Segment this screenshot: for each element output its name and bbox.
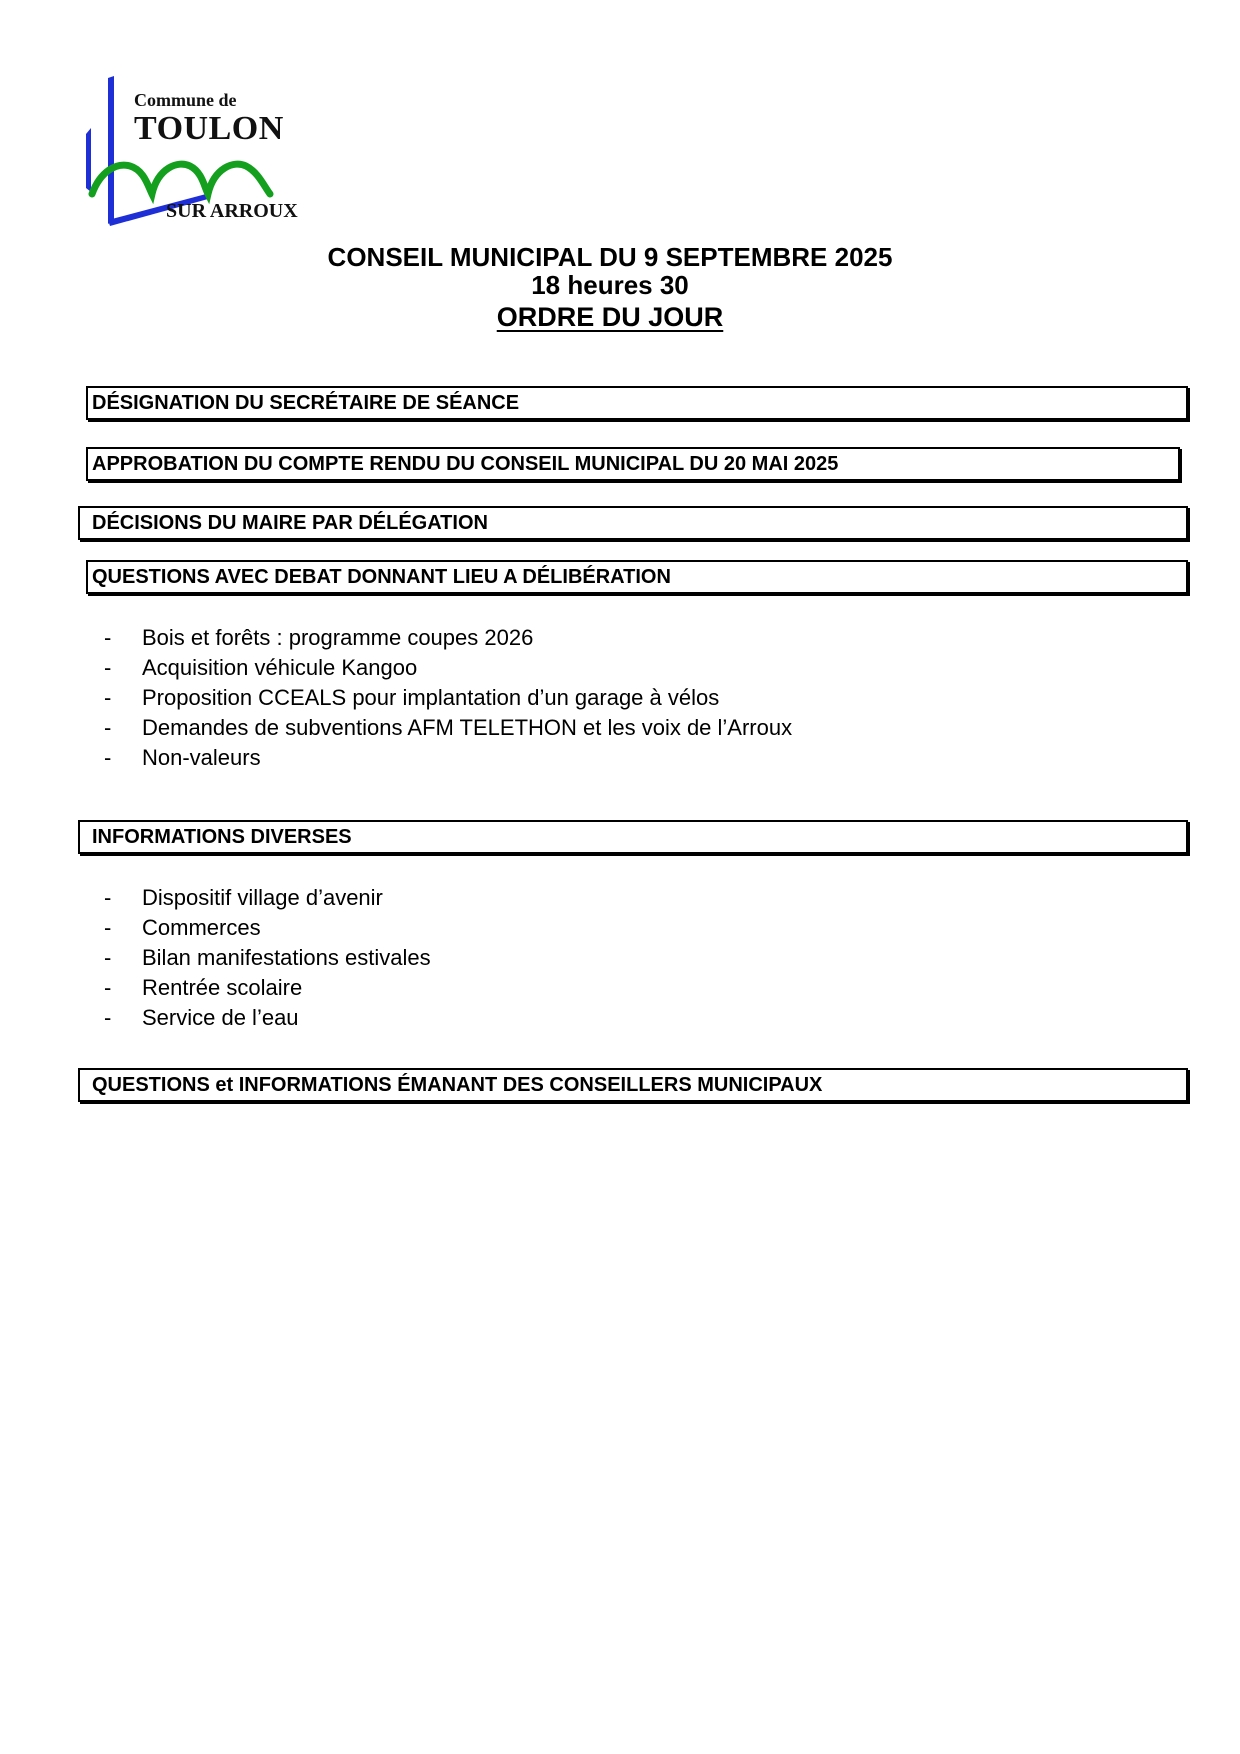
bullet-dash: -	[104, 1005, 112, 1030]
list-item-text: Non-valeurs	[142, 745, 261, 770]
list-item-text: Rentrée scolaire	[142, 975, 303, 1000]
list-item-text: Service de l’eau	[142, 1005, 299, 1030]
list-item-text: Dispositif village d’avenir	[142, 885, 383, 910]
list-item-text: Commerces	[142, 915, 261, 940]
bullet-dash: -	[104, 715, 112, 740]
list-item-text: Proposition CCEALS pour implantation d’un garage à vélos	[142, 685, 720, 710]
bullet-dash: -	[104, 885, 112, 910]
section-designation: DÉSIGNATION DU SECRÉTAIRE DE SÉANCE	[86, 386, 1188, 420]
bullet-dash: -	[104, 945, 112, 970]
bullet-dash: -	[104, 655, 112, 680]
bullet-dash: -	[104, 685, 112, 710]
list-item-text: Acquisition véhicule Kangoo	[142, 655, 418, 680]
agenda-heading	[0, 302, 1230, 333]
logo-sur-arroux: SUR ARROUX	[166, 200, 298, 222]
meeting-title: CONSEIL MUNICIPAL DU 9 SEPTEMBRE 2025	[327, 242, 893, 272]
agenda-heading-text: ORDRE DU JOUR	[496, 302, 724, 332]
meeting-time: 18 heures 30	[531, 270, 689, 300]
section-questions-debat: QUESTIONS AVEC DEBAT DONNANT LIEU A DÉLIBÉRATION	[86, 560, 1188, 594]
section-decisions: DÉCISIONS DU MAIRE PAR DÉLÉGATION	[78, 506, 1188, 540]
logo-toulon: TOULON	[134, 110, 284, 147]
bullet-dash: -	[104, 975, 112, 1000]
list-item-text: Bilan manifestations estivales	[142, 945, 431, 970]
list-item-text: Bois et forêts : programme coupes 2026	[142, 625, 534, 650]
bullet-dash: -	[104, 745, 112, 770]
bullet-dash: -	[104, 625, 112, 650]
logo-commune-de: Commune de	[134, 90, 237, 110]
section-questions-conseillers: QUESTIONS et INFORMATIONS ÉMANANT DES CONSEILLERS MUNICIPAUX	[78, 1068, 1188, 1102]
commune-logo	[86, 76, 316, 226]
section-approbation: APPROBATION DU COMPTE RENDU DU CONSEIL MUNICIPAL DU 20 MAI 2025	[86, 447, 1180, 481]
list-item-text: Demandes de subventions AFM TELETHON et les voix de l’Arroux	[142, 715, 793, 740]
bullet-dash: -	[104, 915, 112, 940]
section-informations: INFORMATIONS DIVERSES	[78, 820, 1188, 854]
